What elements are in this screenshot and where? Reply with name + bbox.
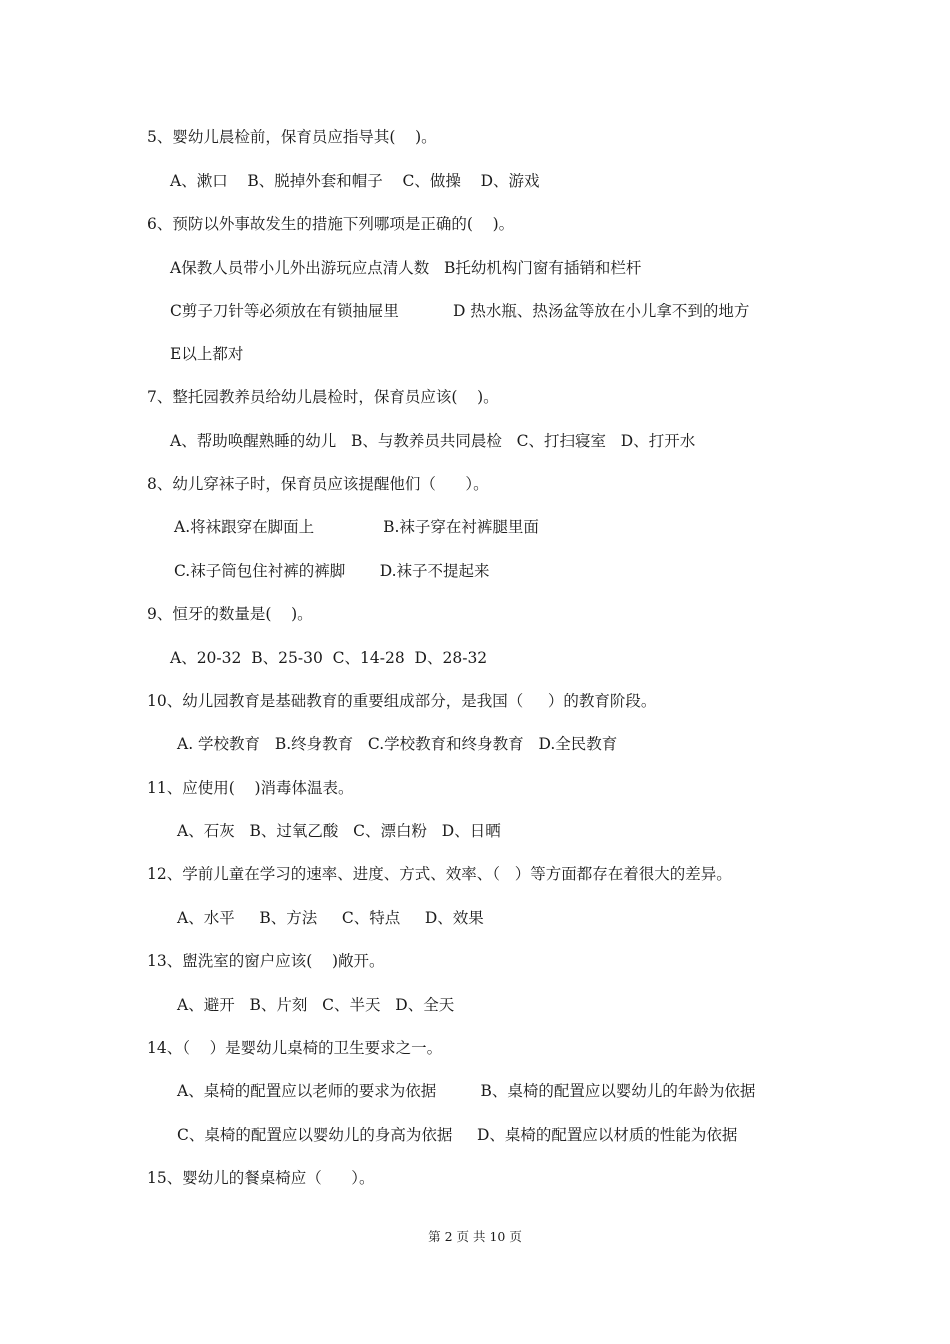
question-6-stem: 6、预防以外事故发生的措施下列哪项是正确的( )。 bbox=[147, 215, 515, 233]
question-10-stem: 10、幼儿园教育是基础教育的重要组成部分，是我国（ ）的教育阶段。 bbox=[147, 692, 657, 710]
question-11-stem: 11、应使用( )消毒体温表。 bbox=[147, 779, 354, 797]
question-15-stem: 15、婴幼儿的餐桌椅应（ ）。 bbox=[147, 1169, 375, 1187]
question-14-stem: 14、（ ）是婴幼儿桌椅的卫生要求之一。 bbox=[147, 1039, 443, 1057]
question-9-options: A、20-32 B、25-30 C、14-28 D、28-32 bbox=[170, 649, 488, 667]
question-13-options: A、避开 B、片刻 C、半天 D、全天 bbox=[177, 996, 455, 1014]
question-8-options-ab: A.将袜跟穿在脚面上 B.袜子穿在衬裤腿里面 bbox=[174, 518, 539, 536]
question-10-options: A. 学校教育 B.终身教育 C.学校教育和终身教育 D.全民教育 bbox=[177, 735, 618, 753]
question-9-stem: 9、恒牙的数量是( )。 bbox=[147, 605, 313, 623]
question-12-stem: 12、学前儿童在学习的速率、进度、方式、效率、（ ）等方面都存在着很大的差异。 bbox=[147, 865, 732, 883]
question-5-stem: 5、婴幼儿晨检前，保育员应指导其( )。 bbox=[147, 128, 437, 146]
question-6-option-e: E以上都对 bbox=[170, 345, 244, 363]
question-6-options-ab: A保教人员带小儿外出游玩应点清人数 B托幼机构门窗有插销和栏杆 bbox=[170, 259, 642, 277]
page-footer: 第 2 页 共 10 页 bbox=[428, 1229, 522, 1244]
question-14-options-ab: A、桌椅的配置应以老师的要求为依据 B、桌椅的配置应以婴幼儿的年龄为依据 bbox=[177, 1082, 756, 1100]
question-8-stem: 8、幼儿穿袜子时，保育员应该提醒他们（ ）。 bbox=[147, 475, 489, 493]
question-7-options: A、帮助唤醒熟睡的幼儿 B、与教养员共同晨检 C、打扫寝室 D、打开水 bbox=[170, 432, 696, 450]
question-6-options-cd: C剪子刀针等必须放在有锁抽屉里 D 热水瓶、热汤盆等放在小儿拿不到的地方 bbox=[170, 302, 750, 320]
question-7-stem: 7、整托园教养员给幼儿晨检时，保育员应该( )。 bbox=[147, 388, 499, 406]
question-13-stem: 13、盥洗室的窗户应该( )敞开。 bbox=[147, 952, 385, 970]
question-12-options: A、水平 B、方法 C、特点 D、效果 bbox=[177, 909, 484, 927]
question-5-options: A、漱口 B、脱掉外套和帽子 C、做操 D、游戏 bbox=[170, 172, 540, 190]
question-8-options-cd: C.袜子筒包住衬裤的裤脚 D.袜子不提起来 bbox=[174, 562, 490, 580]
question-11-options: A、石灰 B、过氧乙酸 C、漂白粉 D、日晒 bbox=[177, 822, 501, 840]
question-14-options-cd: C、桌椅的配置应以婴幼儿的身高为依据 D、桌椅的配置应以材质的性能为依据 bbox=[177, 1126, 738, 1144]
